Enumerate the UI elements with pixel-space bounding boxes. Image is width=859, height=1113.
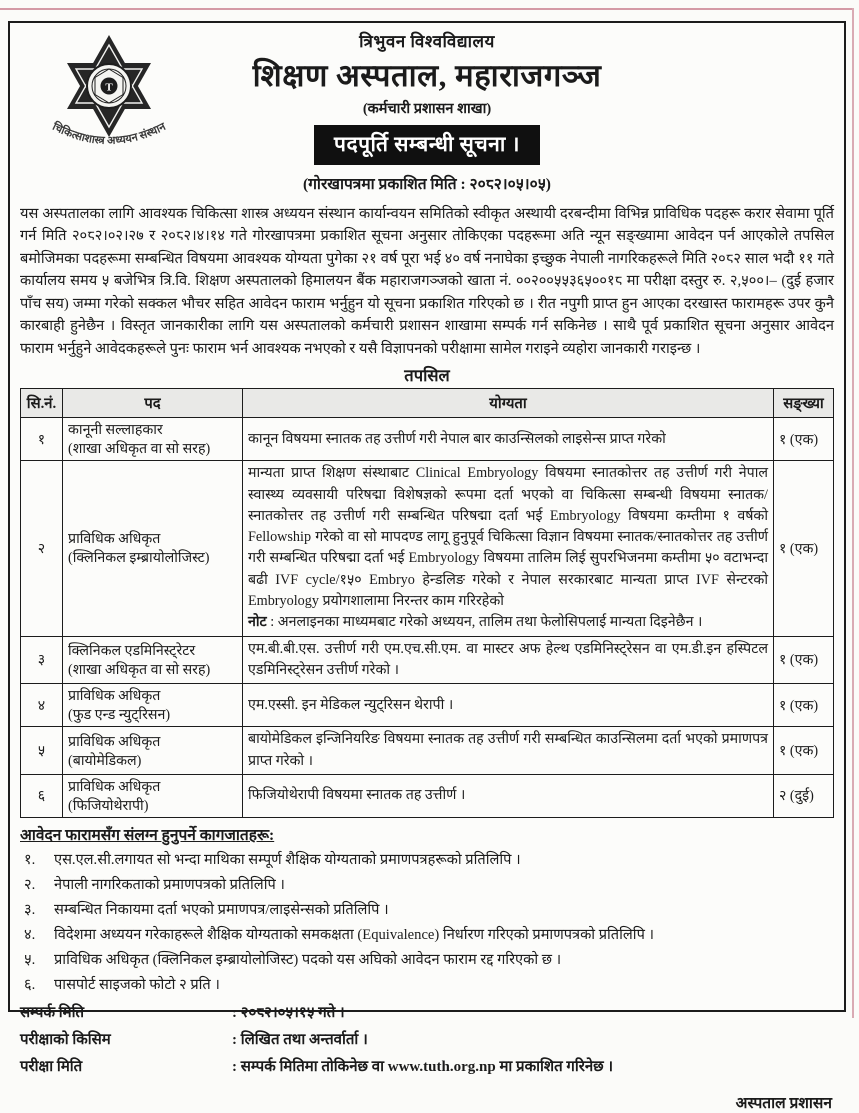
- documents-heading: आवेदन फारामसँग संलग्न हुनुपर्ने कागजातहरू:: [20, 826, 275, 844]
- post-title: क्लिनिकल एडमिनिस्ट्रेटर: [68, 642, 196, 659]
- col-header-qualification: योग्यता: [243, 389, 774, 418]
- cell-sn: ५: [21, 727, 63, 775]
- col-header-number: सङ्ख्या: [774, 389, 834, 418]
- contact-label: परीक्षाको किसिम: [20, 1032, 111, 1049]
- cell-number: १ (एक): [774, 727, 834, 775]
- svg-text:T: T: [105, 81, 113, 94]
- list-item: [20, 873, 834, 898]
- table-row: [21, 461, 834, 636]
- logo-caption: चिकित्साशास्त्र अध्ययन संस्थान: [50, 120, 168, 148]
- cell-sn: ६: [21, 774, 63, 817]
- item-text: पासपोर्ट साइजको फोटो २ प्रति ।: [54, 977, 220, 994]
- item-text: एस.एल.सी.लगायत सो भन्दा माथिका सम्पूर्ण शैक्षिक योग्यताको प्रमाणपत्रहरूको प्रतिलिपि ।: [54, 851, 521, 868]
- notice-body-paragraph: यस अस्पतालका लागि आवश्यक चिकित्सा शास्त्र अध्ययन संस्थान कार्यान्वयन समितिको स्वीकृत अस्थायी दरबन्दीमा विभिन्न प्राविधिक पदहरू करार सेवामा पूर्ति गर्न मिति २०८२।०२।२७ र २०८२।४।१४ गते गोरखापत्रमा प्रकाशित सूचना अनुसार तोकिएका पदहरूमा अति न्यून सङ्ख्यामा आवेदन पर्न आएकोले तपसिल बमोजिमका पदहरूमा सम्बन्धित विषयमा आवश्यक योग्यता पुगेका २१ वर्ष पूरा भई ४० वर्ष ननाघेका इच्छुक नेपाली नागरिकहरूले मिति २०८२ साल भदौ ११ गते कार्यालय समय ५ बजेभित्र त्रि.वि. शिक्षण अस्पतालको हिमालयन बैंक महाराजगञ्जको खाता नं. ००२००५५३६५००१८ मा परीक्षा दस्तुर रु. २,५००।– (दुई हजार पाँच सय) जम्मा गरेको सक्कल भौचर सहित आवेदन फाराम भर्नुहुन यो सूचना प्रकाशित गरिएको छ । रीत नपुगी प्राप्त हुन आएका दरखास्त फारामहरू उपर कुनै कारबाही हुनेछैन । विस्तृत जानकारीका लागि यस अस्पतालको कर्मचारी प्रशासन शाखामा सम्पर्क गर्न सकिनेछ । साथै पूर्व प्रकाशित सूचना अनुसार आवेदन फाराम भर्नुहुने आवेदकहरूले पुनः फाराम भर्न आवश्यक नभएको र यसै विज्ञापनको परीक्षामा सामेल गराइने व्यहोरा जानकारी गराइन्छ ।: [20, 206, 834, 357]
- cell-post: [63, 461, 243, 636]
- post-title: कानूनी सल्लाहकार: [68, 422, 163, 439]
- item-number: १.: [24, 851, 36, 868]
- document-header: [20, 29, 834, 194]
- item-number: ६.: [24, 977, 36, 994]
- post-subtitle: (शाखा अधिकृत वा सो सरह): [68, 441, 211, 458]
- required-documents-section: [20, 823, 834, 999]
- cell-number: २ (दुई): [774, 774, 834, 817]
- cell-post: [63, 636, 243, 684]
- contact-row: [20, 1000, 834, 1027]
- contact-value: : सम्पर्क मितिमा तोकिनेछ वा www.tuth.org.np मा प्रकाशित गरिनेछ ।: [232, 1059, 614, 1076]
- item-number: ५.: [24, 952, 36, 969]
- post-title: प्राविधिक अधिकृत: [68, 688, 161, 705]
- post-subtitle: (शाखा अधिकृत वा सो सरह): [68, 661, 211, 678]
- post-title: प्राविधिक अधिकृत: [68, 778, 161, 795]
- contact-label: परीक्षा मिति: [20, 1059, 83, 1076]
- contact-value: : २०८२।०५।१५ गते ।: [232, 1005, 345, 1022]
- col-header-sn: सि.नं.: [21, 389, 63, 418]
- table-row: [21, 774, 834, 817]
- table-row: [21, 727, 834, 775]
- post-subtitle: (क्लिनिकल इम्ब्रायोलोजिस्ट): [68, 550, 210, 567]
- cell-qualification: एम.बी.बी.एस. उत्तीर्ण गरी एम.एच.सी.एम. वा मास्टर अफ हेल्थ एडमिनिस्ट्रेसन वा एम.डी.इन हस्पिटल एडमिनिस्ट्रेसन उत्तीर्ण गरेको ।: [243, 636, 774, 684]
- item-text: प्राविधिक अधिकृत (क्लिनिकल इम्ब्रायोलोजिस्ट) पदको यस अघिको आवेदन फाराम रद्द गरिएको छ ।: [54, 952, 562, 969]
- cell-post: [63, 774, 243, 817]
- cell-number: १ (एक): [774, 684, 834, 727]
- qualification-note: [248, 612, 768, 633]
- table-row: [21, 636, 834, 684]
- item-text: सम्बन्धित निकायमा दर्ता भएको प्रमाणपत्र/लाइसेन्सको प्रतिलिपि ।: [54, 902, 389, 919]
- item-number: ४.: [24, 927, 36, 944]
- cell-post: [63, 727, 243, 775]
- note-label: नोट: [248, 614, 267, 631]
- list-item: [20, 948, 834, 973]
- post-title: प्राविधिक अधिकृत: [68, 531, 161, 548]
- note-text: : अनलाइनका माध्यमबाट गरेको अध्ययन, तालिम तथा फेलोसिपलाई मान्यता दिइनेछैन ।: [270, 614, 703, 631]
- hospital-name: शिक्षण अस्पताल, महाराजगञ्ज: [252, 58, 602, 93]
- post-subtitle: (बायोमेडिकल): [68, 752, 142, 769]
- item-text: नेपाली नागरिकताको प्रमाणपत्रको प्रतिलिपि ।: [54, 876, 285, 893]
- cell-post: [63, 684, 243, 727]
- list-item: [20, 848, 834, 873]
- notice-title: पदपूर्ति सम्बन्धी सूचना ।: [314, 125, 540, 165]
- cell-qualification: एम.एस्सी. इन मेडिकल न्युट्रिसन थेरापी ।: [243, 684, 774, 727]
- scan-edge-line-right: [852, 8, 854, 1018]
- published-date-line: (गोरखापत्रमा प्रकाशित मिति : २०८२।०५।०५): [303, 176, 551, 193]
- tu-iom-logo: [34, 33, 184, 165]
- cell-sn: २: [21, 461, 63, 636]
- cell-post: [63, 418, 243, 461]
- cell-qualification: बायोमेडिकल इन्जिनियरिङ विषयमा स्नातक तह उत्तीर्ण गरी सम्बन्धित काउन्सिलमा दर्ता भएको प्रमाणपत्र प्राप्त गरेको ।: [243, 727, 774, 775]
- list-item: [20, 923, 834, 948]
- contact-info-section: [20, 1000, 834, 1081]
- vacancy-table: [20, 388, 834, 818]
- cell-number: १ (एक): [774, 461, 834, 636]
- contact-row: [20, 1027, 834, 1054]
- schedule-heading: तपसिल: [404, 366, 450, 386]
- post-title: प्राविधिक अधिकृत: [68, 733, 161, 750]
- cell-qualification: कानून विषयमा स्नातक तह उत्तीर्ण गरी नेपाल बार काउन्सिलको लाइसेन्स प्राप्त गरेको: [243, 418, 774, 461]
- cell-number: १ (एक): [774, 418, 834, 461]
- col-header-post: पद: [63, 389, 243, 418]
- table-row: [21, 684, 834, 727]
- scan-edge-line-top: [0, 8, 852, 10]
- university-name: त्रिभुवन विश्वविद्यालय: [359, 32, 495, 51]
- department-name: (कर्मचारी प्रशासन शाखा): [362, 101, 492, 117]
- cell-qualification: फिजियोथेरापी विषयमा स्नातक तह उत्तीर्ण ।: [243, 774, 774, 817]
- item-number: ३.: [24, 902, 36, 919]
- table-header-row: [21, 389, 834, 418]
- signature-line: अस्पताल प्रशासन: [735, 1095, 832, 1113]
- qualification-text: मान्यता प्राप्त शिक्षण संस्थाबाट Clinical Embryology विषयमा स्नातकोत्तर तह उत्तीर्ण गरी नेपाल स्वास्थ्य व्यवसायी परिषद्मा विशेषज्ञको रूपमा दर्ता भएको वा चिकित्सा सम्बन्धी विषयमा स्नातक/स्नातकोत्तर तह उत्तीर्ण गरी सम्बन्धित परिषद्मा दर्ता भई Embryology विषयमा कम्तीमा १ वर्षको Fellowship गरेको वा सो मापदण्ड लागू हुनुपूर्व चिकित्सा विज्ञान विषयमा स्नातक/स्नातकोत्तर तह उत्तीर्ण गरी सम्बन्धित परिषद्मा दर्ता भई Embryology विषयमा तालिम लिई सुपरभिजनमा कम्तीमा ५० वटाभन्दा बढी IVF cycle/१५० Embryo हेन्डलिङ गरेको र नेपाल सरकारबाट मान्यता प्राप्त IVF सेन्टरको Embryology प्रयोगशालामा निरन्तर काम गरिरहेको: [248, 465, 768, 610]
- list-item: [20, 973, 834, 998]
- contact-label: सम्पर्क मिति: [20, 1005, 85, 1022]
- cell-number: १ (एक): [774, 636, 834, 684]
- cell-sn: ३: [21, 636, 63, 684]
- tu-iom-logo-icon: [34, 33, 184, 165]
- list-item: [20, 898, 834, 923]
- cell-qualification: [243, 461, 774, 636]
- post-subtitle: (फिजियोथेरापी): [68, 797, 149, 814]
- contact-value: : लिखित तथा अन्तर्वार्ता ।: [232, 1032, 368, 1049]
- post-subtitle: (फुड एन्ड न्युट्रिसन): [68, 707, 171, 724]
- item-number: २.: [24, 876, 36, 893]
- cell-sn: ४: [21, 684, 63, 727]
- notice-document: [8, 21, 846, 1113]
- contact-row: [20, 1054, 834, 1081]
- cell-sn: १: [21, 418, 63, 461]
- table-row: [21, 418, 834, 461]
- item-text: विदेशमा अध्ययन गरेकाहरूले शैक्षिक योग्यताको समकक्षता (Equivalence) निर्धारण गरिएको प्रमाणपत्रको प्रतिलिपि ।: [54, 927, 655, 944]
